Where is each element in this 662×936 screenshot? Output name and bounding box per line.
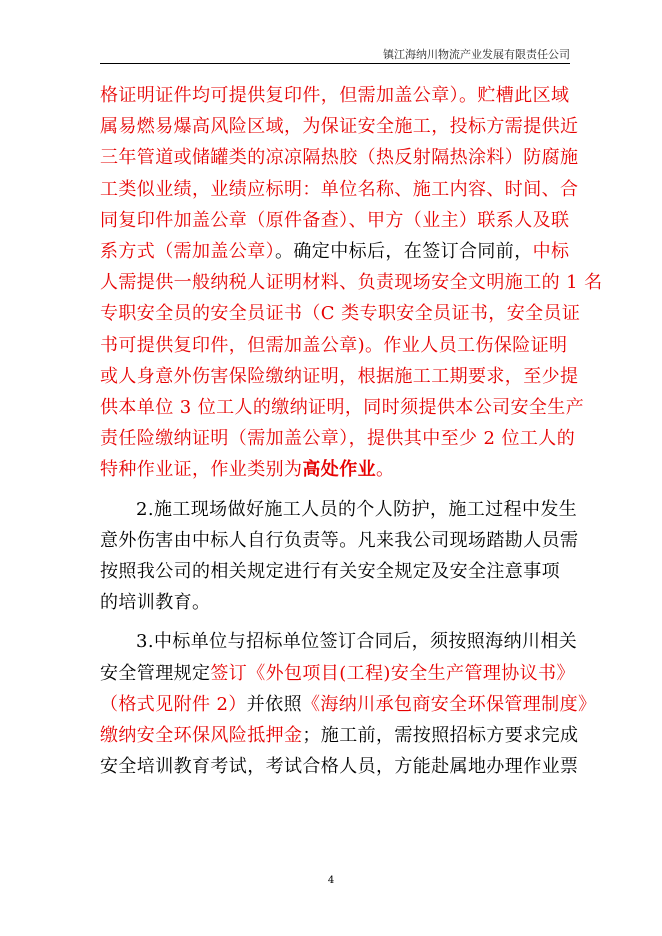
header-rule — [100, 63, 570, 64]
text-line — [100, 658, 575, 689]
text-run: ；施工前，需按照招标方要求完成 — [302, 725, 579, 747]
header-company: 镇江海纳川物流产业发展有限责任公司 — [383, 48, 570, 61]
text-line: 的培训教育。 — [100, 592, 211, 614]
text-line: 属易燃易爆高风险区域，为保证安全施工，投标方需提供近 — [100, 116, 579, 138]
text-run: 。 — [376, 459, 395, 481]
text-line: 人需提供一般纳税人证明材料、负责现场安全文明施工的 1 名 — [100, 272, 603, 294]
text-run: 《海纳川承包商安全环保管理制度》 — [301, 693, 597, 715]
highlight-text: 高处作业 — [302, 459, 377, 481]
text-line: 责任险缴纳证明（需加盖公章），提供其中至少 2 位工人的 — [100, 428, 576, 450]
document-body — [100, 80, 603, 782]
text-line: 专职安全员的安全员证书（C 类专职安全员证书，安全员证 — [100, 303, 581, 325]
text-line: 工类似业绩，业绩应标明：单位名称、施工内容、时间、合 — [100, 178, 579, 200]
text-line: 供本单位 3 位工人的缴纳证明，同时须提供本公司安全生产 — [100, 397, 585, 419]
text-run: 。确定中标后，在签订合同前， — [275, 241, 533, 263]
text-line: 安全培训教育考试，考试合格人员，方能赴属地办理作业票 — [100, 756, 579, 778]
text-line: 或人身意外伤害保险缴纳证明，根据施工工期要求，至少提 — [100, 365, 579, 387]
page-number: 4 — [327, 875, 335, 886]
text-line: 书可提供复印件，但需加盖公章)。作业人员工伤保险证明 — [100, 334, 568, 356]
paragraph-3-line: 3.中标单位与招标单位签订合同后，须按照海纳川相关 — [136, 631, 578, 653]
text-line — [100, 689, 597, 720]
text-run: 安全管理规定 — [100, 662, 211, 684]
text-run: 签订《外包项目(工程)安全生产管理协议书》 — [210, 662, 575, 684]
text-run: 中标 — [532, 241, 570, 263]
text-line: 格证明证件均可提供复印件，但需加盖公章）。贮槽此区域 — [100, 85, 570, 106]
text-line: 意外伤害由中标人自行负责等。凡来我公司现场踏勘人员需 — [100, 529, 579, 551]
text-run: 并依照 — [246, 693, 302, 715]
paragraph-2-line: 2.施工现场做好施工人员的个人防护，施工过程中发生 — [136, 498, 578, 520]
text-run: 特种作业证，作业类别为 — [100, 459, 303, 481]
text-line: 按照我公司的相关规定进行有关安全规定及安全注意事项 — [100, 561, 560, 583]
text-run: 系方式（需加盖公章） — [100, 241, 275, 263]
text-line: 三年管道或储罐类的凉凉隔热胶（热反射隔热涂料）防腐施 — [100, 147, 579, 169]
text-run: 缴纳安全环保风险抵押金 — [100, 725, 303, 747]
text-line — [100, 720, 579, 751]
text-line — [100, 454, 568, 485]
text-line: 同复印件加盖公章（原件备查）、甲方（业主）联系人及联 — [100, 209, 570, 231]
text-line — [100, 236, 568, 267]
text-run: （格式见附件 2） — [100, 693, 247, 715]
